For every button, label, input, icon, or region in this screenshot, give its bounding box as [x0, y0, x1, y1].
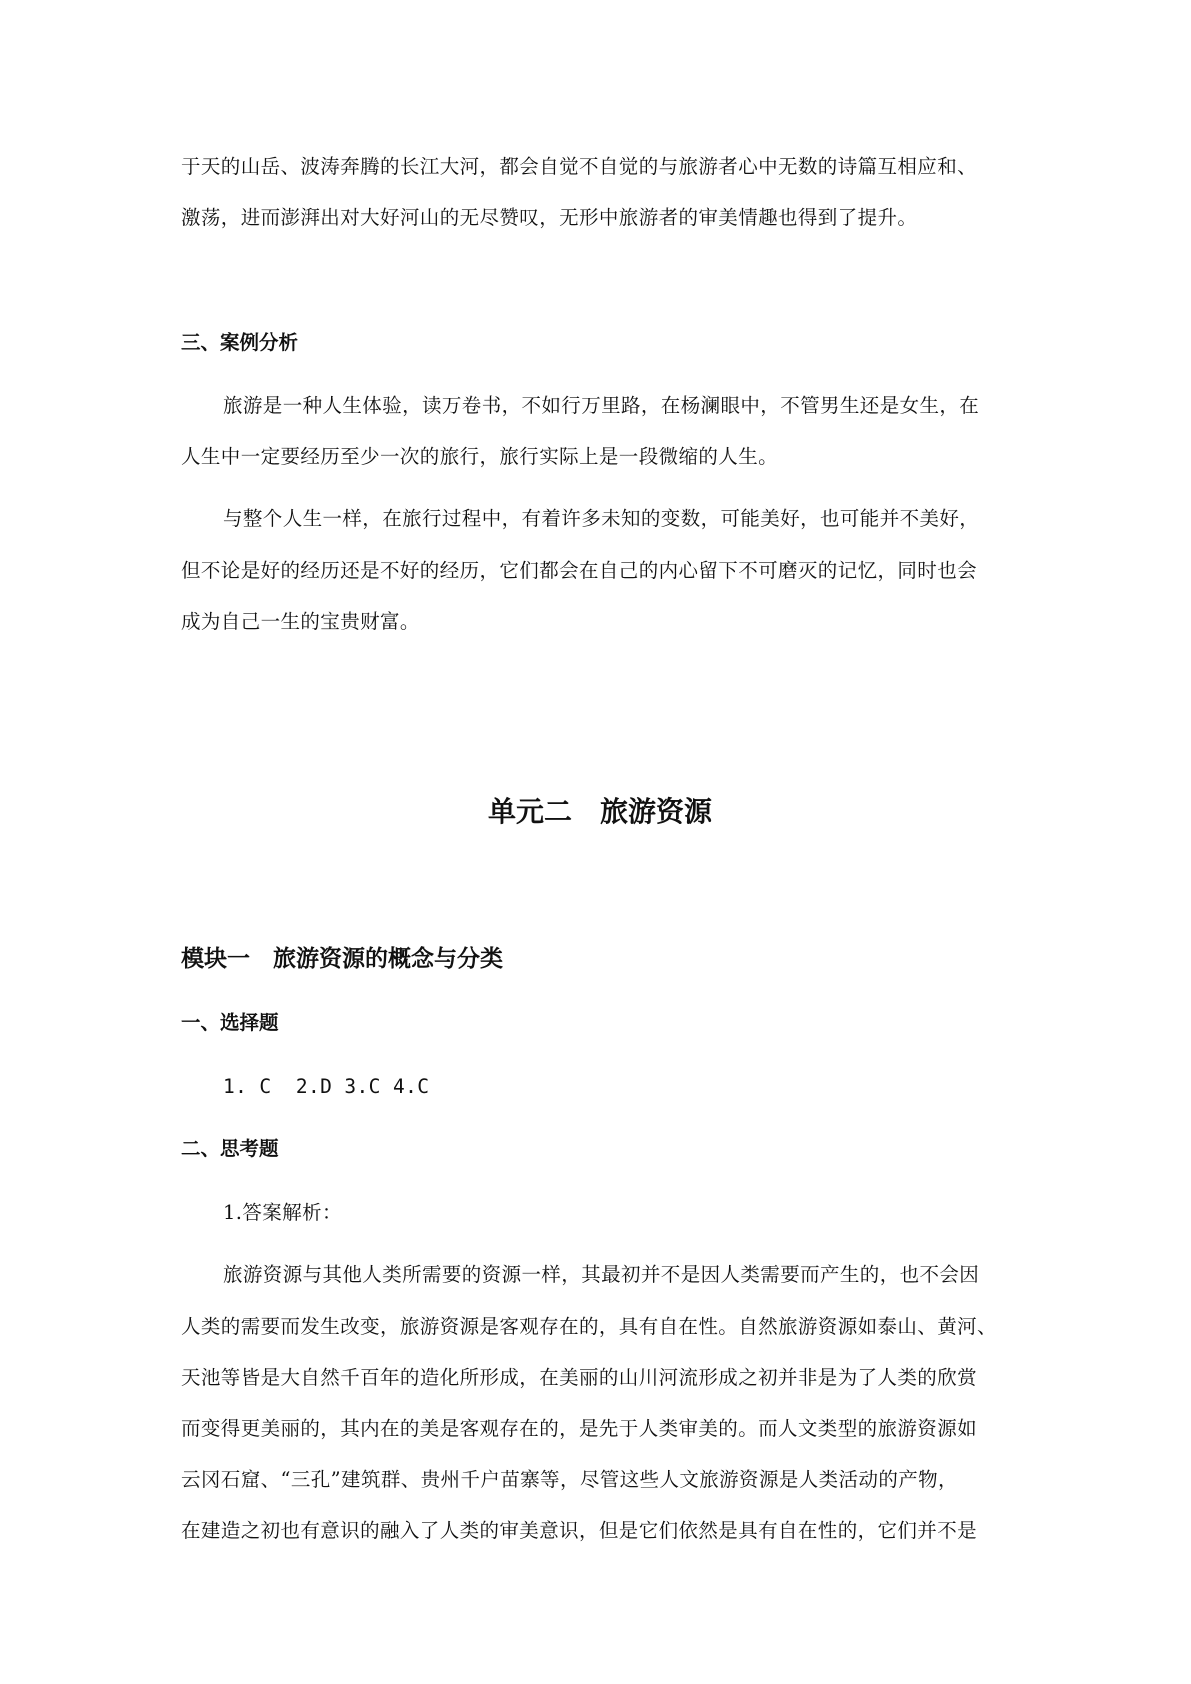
unit-title: 单元二 旅游资源 [487, 795, 712, 828]
choice-heading: 一、选择题 [181, 1011, 279, 1034]
case-paragraph1-line-2: 人生中一定要经历至少一次的旅行，旅行实际上是一段微缩的人生。 [181, 445, 779, 468]
case-analysis-heading: 三、案例分析 [181, 331, 299, 354]
answer-line-6: 在建造之初也有意识的融入了人类的审美意识，但是它们依然是具有自在性的，它们并不是 [181, 1519, 978, 1542]
answer-line-4: 而变得更美丽的，其内在的美是客观存在的，是先于人类审美的。而人文类型的旅游资源如 [181, 1417, 978, 1440]
answer-line-5: 云冈石窟、“三孔”建筑群、贵州千户苗寨等，尽管这些人文旅游资源是人类活动的产物， [181, 1468, 958, 1491]
choice-answers: 1. C 2.D 3.C 4.C [223, 1075, 430, 1098]
case-paragraph2-line-1: 与整个人生一样，在旅行过程中，有着许多未知的变数，可能美好，也可能并不美好， [223, 507, 980, 530]
thinking-heading: 二、思考题 [181, 1137, 279, 1160]
intro-line-2: 激荡，进而澎湃出对大好河山的无尽赞叹，无形中旅游者的审美情趣也得到了提升。 [181, 206, 918, 229]
case-paragraph1-line-1: 旅游是一种人生体验，读万卷书，不如行万里路，在杨澜眼中，不管男生还是女生，在 [223, 394, 980, 417]
case-paragraph2-line-3: 成为自己一生的宝贵财富。 [181, 610, 420, 633]
answer-line-2: 人类的需要而发生改变，旅游资源是客观存在的，具有自在性。自然旅游资源如泰山、黄河、 [181, 1315, 997, 1338]
answer-line-3: 天池等皆是大自然千百年的造化所形成，在美丽的山川河流形成之初并非是为了人类的欣赏 [181, 1366, 978, 1389]
module-title: 模块一 旅游资源的概念与分类 [181, 946, 503, 972]
answer-label: 1.答案解析： [223, 1201, 342, 1224]
intro-line-1: 于天的山岳、波涛奔腾的长江大河，都会自觉不自觉的与旅游者心中无数的诗篇互相应和、 [181, 155, 978, 178]
answer-line-1: 旅游资源与其他人类所需要的资源一样，其最初并不是因人类需要而产生的，也不会因 [223, 1263, 980, 1286]
case-paragraph2-line-2: 但不论是好的经历还是不好的经历，它们都会在自己的内心留下不可磨灭的记忆，同时也会 [181, 559, 978, 582]
